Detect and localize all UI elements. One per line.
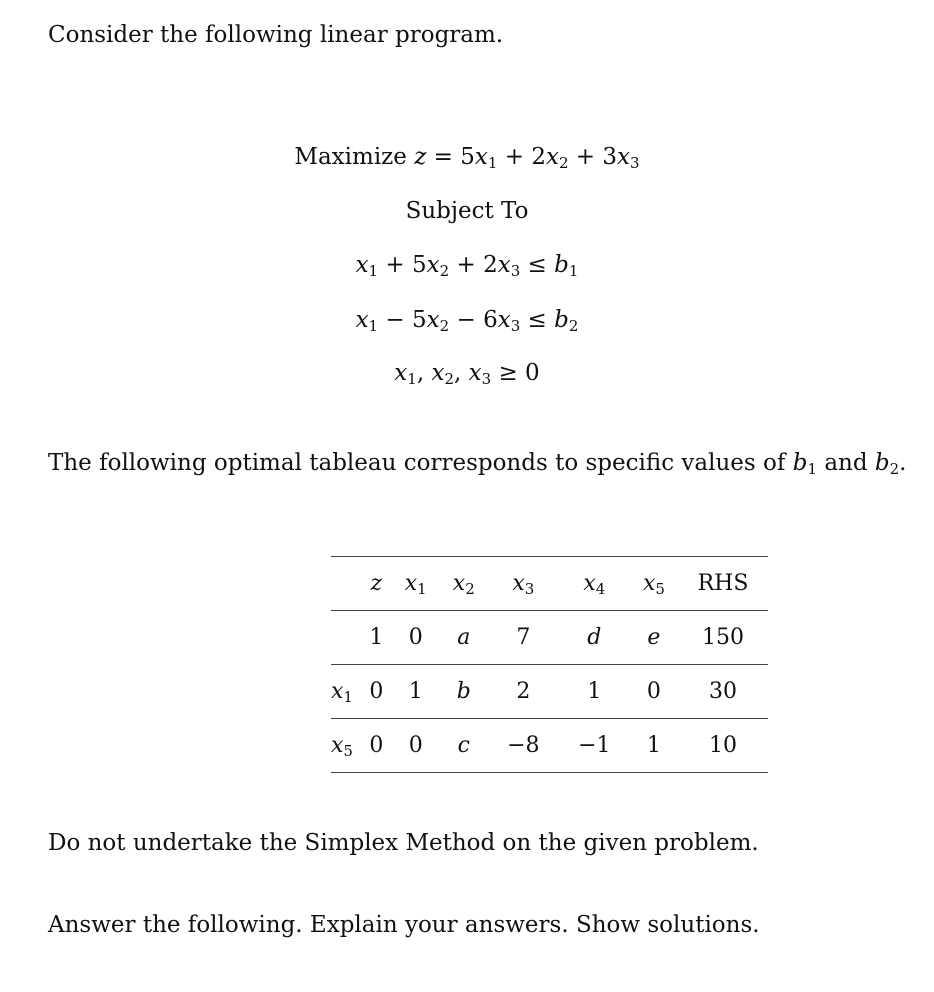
tableau-cell: a — [440, 611, 488, 665]
tableau-basis-cell — [331, 611, 361, 665]
tableau-cell: c — [440, 719, 488, 773]
tableau-header-cell: $x_2$ — [440, 557, 488, 611]
tableau-cell: 1 — [361, 611, 392, 665]
tableau-header-cell: $x_4$ — [559, 557, 630, 611]
tableau-cell: −8 — [488, 719, 559, 773]
tableau-cell: d — [559, 611, 630, 665]
optimal-tableau — [331, 556, 768, 773]
basis-header-cell — [331, 557, 361, 611]
tableau-basis-cell: $x_1$ — [331, 665, 361, 719]
tableau-row — [331, 719, 768, 773]
objective-prefix: Maximize — [294, 144, 407, 170]
tableau-cell: −1 — [559, 719, 630, 773]
constraint-1: $x_1 + 5x_2 + 2x_3 \le b_1$ — [355, 252, 579, 280]
tableau-cell: e — [630, 611, 678, 665]
tableau-row — [331, 665, 768, 719]
nonnegativity-constraint: $x_1$, $x_2$, $x_3 \ge 0$ — [394, 360, 540, 388]
tableau-cell: 0 — [630, 665, 678, 719]
tableau-intro-text: The following optimal tableau corresponds to specific values of $b_1$ and $b_2$. — [48, 450, 907, 478]
tableau-cell: 1 — [392, 665, 440, 719]
tableau-header-cell: z — [361, 557, 392, 611]
tableau-cell: 0 — [392, 611, 440, 665]
tableau-header-cell: $x_3$ — [488, 557, 559, 611]
tableau-cell: 0 — [361, 719, 392, 773]
instruction-answer: Answer the following. Explain your answers. Show solutions. — [48, 912, 760, 938]
tableau-cell: 150 — [678, 611, 768, 665]
tableau-basis-cell: $x_5$ — [331, 719, 361, 773]
objective-expression: $z = 5x_1 + 2x_2 + 3x_3$ — [414, 144, 640, 172]
subject-to-label: Subject To — [405, 198, 529, 224]
tableau-cell: 10 — [678, 719, 768, 773]
tableau-cell: 0 — [361, 665, 392, 719]
tableau-header-row — [331, 557, 768, 611]
tableau-row — [331, 611, 768, 665]
tableau-cell: 30 — [678, 665, 768, 719]
instruction-no-simplex: Do not undertake the Simplex Method on the given problem. — [48, 830, 759, 856]
constraint-2: $x_1 - 5x_2 - 6x_3 \le b_2$ — [355, 307, 579, 335]
tableau-cell: 0 — [392, 719, 440, 773]
tableau-cell: 1 — [559, 665, 630, 719]
tableau-header-cell: $x_5$ — [630, 557, 678, 611]
tableau-cell: 1 — [630, 719, 678, 773]
tableau-header-cell: RHS — [678, 557, 768, 611]
tableau-header-cell: $x_1$ — [392, 557, 440, 611]
intro-text: Consider the following linear program. — [48, 22, 504, 48]
tableau-cell: 7 — [488, 611, 559, 665]
objective-line — [0, 142, 934, 172]
tableau-cell: 2 — [488, 665, 559, 719]
tableau-cell: b — [440, 665, 488, 719]
